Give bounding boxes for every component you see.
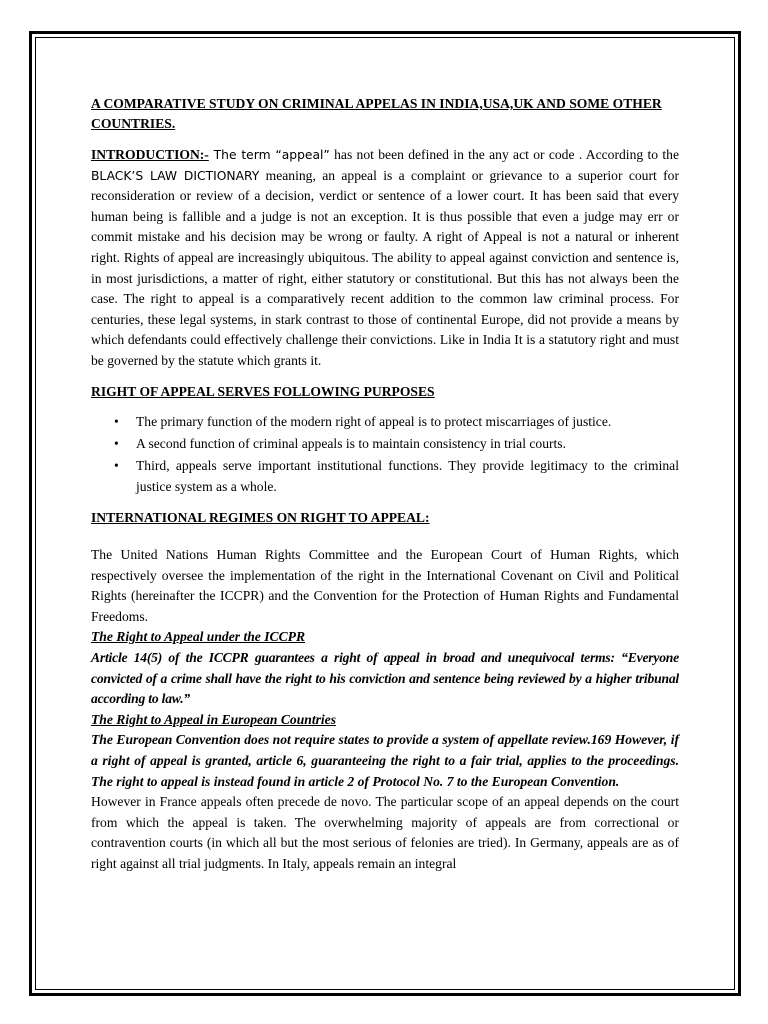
bullet-icon: • (114, 436, 119, 452)
france-germany-italy-paragraph: However in France appeals often precede de novo. The particular scope of an appeal depends on the court from which the appeal is taken. The overwhelming majority of appeals are from correctional or contravention courts (in which all but the most serious of felonies are tried). In Germany, appeals are as of right against all trial judgments. In Italy, appeals remain an integral (91, 794, 679, 871)
international-regimes-heading: INTERNATIONAL REGIMES ON RIGHT TO APPEAL: (91, 509, 430, 525)
introduction-run-2: has not been defined in the any act or code . According to the (329, 147, 679, 162)
iccpr-quote-paragraph: Article 14(5) of the ICCPR guarantees a right of appeal in broad and unequivocal terms: “Everyone convicted of a crime shall have the right to his conviction and sentence being reviewed by a higher tribunal according to law.” (91, 650, 679, 707)
list-item (114, 434, 679, 455)
list-item-text: A second function of criminal appeals is to maintain consistency in trial courts. (136, 436, 566, 452)
international-regimes-paragraph: The United Nations Human Rights Committee and the European Court of Human Rights, which respectively oversee the implementation of the right in the International Covenant on Civil and Political Rights (hereinafter the ICCPR) and the Convention for the Protection of Human Rights and Fundamental Freedoms. (91, 547, 679, 624)
iccpr-subheading: The Right to Appeal under the ICCPR (91, 629, 306, 645)
introduction-label: INTRODUCTION:- (91, 147, 209, 162)
list-item (114, 412, 679, 433)
blacks-law-dictionary-reference: BLACK’S LAW DICTIONARY (91, 168, 260, 183)
document-title: A COMPARATIVE STUDY ON CRIMINAL APPELAS IN INDIA,USA,UK AND SOME OTHER COUNTRIES. (91, 96, 662, 131)
european-convention-paragraph: The European Convention does not require states to provide a system of appellate review.169 However, if a right of appeal is granted, article 6, guaranteeing the right to a fair trial, applies to the proceedings. The right to appeal is instead found in article 2 of Protocol No. 7 to the European Convention. (91, 732, 679, 789)
list-item (114, 456, 679, 497)
introduction-run-4: meaning, an appeal is a complaint or grievance to a superior court for reconsideration or review of a decision, verdict or sentence of a lower court. It has been said that every human being is fallible and a judge is not an exception. It is thus possible that even a judge may err or commit mistake and his decision may be wrong or faulty. A right of Appeal is not a natural or inherent right. Rights of appeal are increasingly ubiquitous. The ability to appeal against conviction and sentence is, in most jurisdictions, a matter of right, either statutory or constitutional. But this has not always been the case. The right to appeal is a comparatively recent addition to the common law criminal process. For centuries, these legal systems, in stark contrast to those of continental Europe, did not provide a means by which defendants could effectively challenge their convictions. Like in India It is a statutory right and must be governed by the statute which grants it. (91, 167, 679, 368)
bullet-icon: • (114, 458, 119, 474)
list-item-text: The primary function of the modern right of appeal is to protect miscarriages of justice. (136, 414, 612, 430)
document-body (91, 94, 679, 875)
european-subheading: The Right to Appeal in European Countries (91, 711, 336, 727)
bullet-icon: • (114, 414, 119, 430)
introduction-paragraph (91, 145, 679, 372)
purposes-list (91, 412, 679, 497)
list-item-text: Third, appeals serve important institutional functions. They provide legitimacy to the criminal justice system as a whole. (136, 458, 679, 494)
purposes-heading: RIGHT OF APPEAL SERVES FOLLOWING PURPOSES (91, 383, 435, 399)
introduction-run-1: The term “appeal” (208, 148, 330, 162)
